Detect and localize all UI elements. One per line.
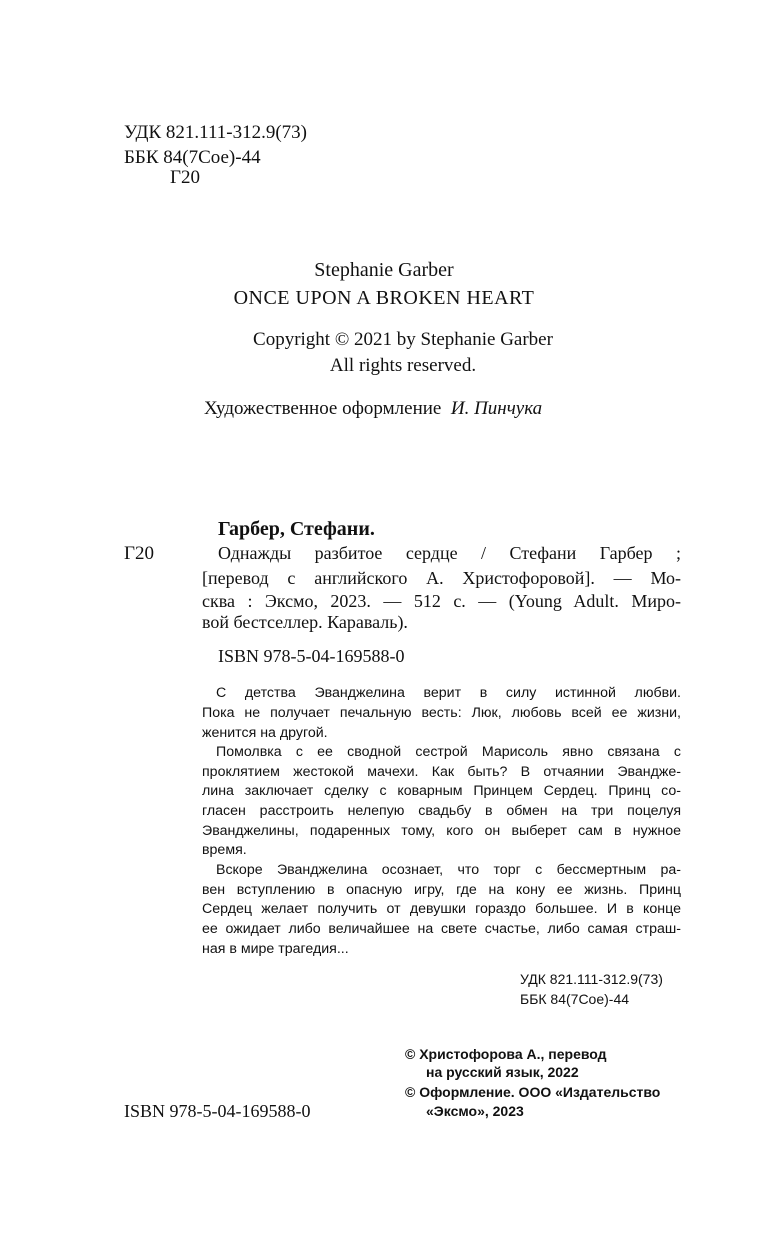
annotation-line: Сердец желает получить от девушки гораздо большее. И в конце — [202, 901, 681, 917]
annotation-line: лина заключает сделку с коварным Принцем Сердец. Принц со- — [202, 783, 681, 799]
rights-reserved: All rights reserved. — [329, 355, 477, 376]
catalog-line: вой бестселлер. Караваль). — [202, 612, 408, 632]
annotation-line: Помолвка с ее сводной сестрой Марисоль явно связана с — [216, 744, 681, 760]
catalog-line: [перевод с английского А. Христофоровой]. — Мо- — [202, 568, 681, 588]
original-title: ONCE UPON A BROKEN HEART — [233, 287, 535, 309]
design-copyright-cont: «Эксмо», 2023 — [426, 1103, 524, 1119]
catalog-line: сква : Эксмо, 2023. — 512 с. — (Young Adult. Миро- — [202, 591, 681, 611]
isbn-bottom: ISBN 978-5-04-169588-0 — [124, 1101, 311, 1121]
annotation-line: Эванджелины, подаренных тому, кого он выберет сам в нужное — [202, 823, 681, 839]
art-credit-name: И. Пинчука — [450, 398, 543, 419]
annotation-line: вен вступлению в опасную игру, где на кону ее жизнь. Принц — [202, 882, 681, 898]
annotation-line: Пока не получает печальную весть: Люк, любовь всей ее жизни, — [202, 705, 681, 721]
art-credit — [204, 398, 542, 420]
udk-code: УДК 821.111-312.9(73) — [124, 122, 307, 143]
design-copyright: © Оформление. ООО «Издательство — [405, 1084, 661, 1100]
catalog-line: Однажды разбитое сердце / Стефани Гарбер ; — [218, 543, 681, 563]
annotation-line: С детства Эванджелина верит в силу истинной любви. — [216, 685, 681, 701]
catalog-author: Гарбер, Стефани. — [218, 518, 375, 540]
annotation-line: гласен расстроить нелепую свадьбу в обмен на три поцелуя — [202, 803, 681, 819]
original-copyright: Copyright © 2021 by Stephanie Garber — [253, 329, 553, 350]
original-author: Stephanie Garber — [314, 259, 454, 281]
annotation-line: проклятием жестокой мачехи. Как быть? В отчаянии Эванджe- — [202, 764, 681, 780]
annotation-line: ная в мире трагедия... — [202, 941, 349, 957]
annotation-line: время. — [202, 842, 247, 858]
translation-copyright-cont: на русский язык, 2022 — [426, 1064, 579, 1080]
translation-copyright: © Христофорова А., перевод — [405, 1046, 607, 1062]
catalog-code: Г20 — [124, 543, 154, 564]
annotation-line: женится на другой. — [202, 725, 328, 741]
bbk-code: ББК 84(7Сое)-44 — [124, 147, 261, 168]
annotation-line: ее ожидает либо величайшее на свете счастье, либо самая страш- — [202, 921, 681, 937]
annotation-bbk: ББК 84(7Сое)-44 — [520, 991, 630, 1007]
annotation-line: Вскоре Эванджелина осознает, что торг с бессмертным ра- — [216, 862, 681, 878]
art-credit-label: Художественное оформление — [204, 398, 442, 419]
author-code: Г20 — [170, 167, 200, 188]
annotation-udk: УДК 821.111-312.9(73) — [520, 971, 663, 987]
catalog-isbn: ISBN 978-5-04-169588-0 — [218, 646, 405, 666]
